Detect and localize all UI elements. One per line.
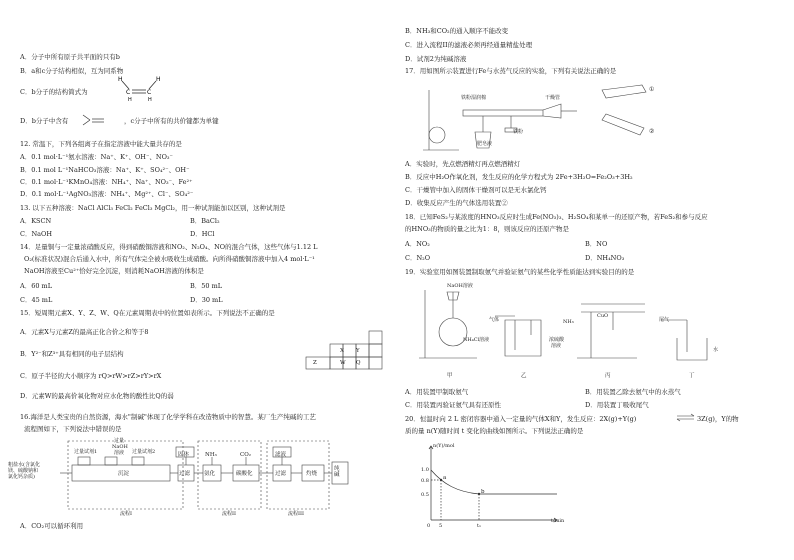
graph-tick-y-2: 0.8 (421, 478, 429, 484)
label-yi: 乙 (521, 373, 527, 379)
label-water: 水 (713, 347, 719, 353)
flow-carbonation: 碳酸化 (236, 471, 253, 477)
q16-option-d: D．试剂2为纯碱溶液 (405, 55, 467, 63)
q13-stem: 13. 以下五种溶液：NaCl AlCl₃ FeCl₂ FeCl₃ MgCl₂，用一种试剂能加以区别，这种试剂是 (20, 204, 286, 212)
flow-process3: 流程III (288, 511, 304, 517)
graph-tick-y-3: 0.5 (421, 492, 429, 498)
q20-line1b: 3Z(g)，Y的物 (697, 415, 739, 423)
q11-option-c: C．b分子的结构简式为 (20, 88, 88, 96)
table-cell-q: Q (356, 360, 361, 366)
svg-text:H: H (118, 76, 123, 83)
svg-text:H: H (128, 97, 132, 102)
q20-line2: 质的量 n(Y)随时间 t 变化的曲线如图所示。下列说法正确的是 (405, 427, 584, 435)
flow-reagent2b: NaOH (112, 444, 128, 450)
flow-filter2: 过滤 (275, 471, 287, 477)
q13-option-b: B．BaCl₂ (190, 217, 220, 225)
flow-input-label: 粗盐水(含氯化镁、硫酸钠和氯化钙杂质) (8, 462, 40, 480)
q11-option-d-cont: ，c分子中所有的共价键都为单键 (124, 117, 219, 125)
flow-co2: CO₂ (240, 452, 251, 458)
q18-option-c: C．N₂O (405, 254, 431, 262)
equilibrium-arrow-icon (676, 413, 696, 423)
q14-line2: O₂(标准状况)混合后通入水中，所有气体完全被水吸收生成硝酸。向所得硝酸铜溶液中加入4 mol·L⁻¹ (24, 255, 315, 263)
q18-line1: 18．已知FeS₂与某浓度的HNO₃反应时生成Fe(NO₃)₃、H₂SO₄和某单一的还原产物，若FeS₂和参与反应 (405, 213, 708, 221)
q15-stem: 15．短周期元素X、Y、Z、W、Q在元素周期表中的位置如表所示。下列说法不正确的是 (20, 309, 275, 317)
label-fe-powder: 铁粉 (513, 129, 524, 135)
graph-tick-x-0: 0 (427, 523, 431, 529)
right-column (397, 0, 794, 560)
q17-option-b: B．反应中H₂O作氧化剂，发生反应的化学方程式为 2Fe+3H₂O=Fe₂O₃+3H₂ (405, 173, 633, 181)
graph-tick-x-t1: t₁ (477, 523, 482, 529)
graph-point-a: a (443, 475, 447, 481)
flow-reagent3: 过量试剂2 (132, 449, 156, 455)
flow-precipitate: 沉淀 (118, 471, 130, 477)
flow-calcination: 灼烧 (306, 471, 318, 477)
graph-tick-x-5: 5 (439, 523, 443, 529)
flow-reagent1: 过量试剂1 (74, 449, 98, 455)
q18-line2: 的HNO₃的物质的量之比为1：8，则该反应的还原产物是 (405, 225, 570, 233)
label-jia: 甲 (447, 373, 453, 379)
q15-option-c: C．原子半径的大小顺序为 rQ>rW>rZ>rY>rX (20, 372, 162, 380)
label-naoh: NaOH溶液 (447, 283, 473, 289)
q17-option-c: C．干燥管中加入的固体干燥剂可以是无水氯化钙 (405, 186, 547, 194)
left-column (0, 0, 395, 560)
q11-option-d: D．b分子中含有 (20, 117, 69, 125)
q13-option-a: A．KSCN (20, 217, 52, 225)
label-fe-wool: 铁粉湿润棉 (461, 95, 487, 101)
graph-x-label: t/min (551, 518, 565, 524)
flow-solid: 固体 (178, 452, 190, 458)
q16-option-a: A．CO₂可以循环利用 (20, 522, 84, 530)
q19-option-d: D．用装置丁吸收尾气 (585, 401, 649, 409)
label-conc-acid: 浓硫酸 (549, 337, 565, 343)
q14-line3: NaOH溶液至Cu²⁺恰好完全沉淀，则消耗NaOH溶液的体积是 (24, 267, 204, 275)
q19-stem: 19．实验室用如图装置制取氨气并验证氨气的某些化学性质能达到实验目的的是 (405, 268, 635, 276)
label-tail-gas: 尾气 (659, 317, 670, 323)
svg-text:C: C (147, 89, 152, 96)
q19-option-a: A．用装置甲制取氨气 (405, 388, 469, 396)
flow-reagent2a: 过量 (114, 438, 125, 444)
q17-option-d: D．收集反应产生的气体选用装置② (405, 199, 508, 207)
q17-stem: 17．用如图所示装置进行Fe与水蒸气反应的实验，下列有关说法正确的是 (405, 67, 617, 75)
flow-filter1: 过滤 (179, 471, 191, 477)
q12-stem: 12. 常温下，下列各组离子在指定溶液中能大量共存的是 (20, 140, 182, 148)
graph-point-b: b (481, 489, 485, 495)
q11-option-b: B．a和c分子结构相似，互为同系物 (20, 67, 124, 75)
label-bing: 丙 (605, 373, 611, 379)
q20-line1a: 20．恒温时向 2 L 密闭容器中通入一定量的气体X和Y，发生反应：2X(g)+Y(g) (405, 415, 637, 423)
flow-reagent2c: 溶液 (114, 450, 125, 456)
table-cell-w: W (340, 360, 346, 366)
svg-text:H: H (156, 76, 161, 83)
q14-option-d: D．30 mL (190, 296, 223, 304)
q15-option-d: D．元素W的最高价氧化物对应水化物的酸性比Q的弱 (20, 392, 174, 400)
q11-option-a: A．分子中所有原子共平面的只有b (20, 53, 120, 61)
label-tube-2: ② (649, 128, 655, 135)
label-gas: 气体 (489, 317, 500, 323)
label-ding: 丁 (689, 373, 695, 379)
flow-nh3: NH₃ (205, 452, 217, 458)
q13-option-d: D．HCl (190, 230, 215, 238)
q16-option-c: C．进入流程II的滤液必须再经通量精盐处理 (405, 41, 533, 49)
label-nh4cl: NH₄Cl溶液 (463, 337, 490, 343)
q12-option-c: C．0.1 mol·L⁻¹KMnO₄溶液：NH₄⁺、Na⁺、NO₃⁻、Fe²⁺ (20, 178, 193, 186)
ammonia-apparatus (417, 280, 747, 370)
flow-process1: 流程I (120, 511, 132, 517)
q19-option-b: B．用装置乙除去氨气中的水蒸气 (585, 388, 681, 396)
q18-option-d: D．NH₄NO₃ (585, 254, 625, 262)
label-soap: 肥皂液 (477, 141, 493, 147)
flow-filtrate: 滤液 (275, 452, 287, 458)
table-cell-x: X (340, 348, 344, 354)
q18-option-b: B．NO (585, 240, 608, 248)
q12-option-d: D．0.1 mol·L⁻¹AgNO₃溶液：NH₄⁺、Mg²⁺、Cl⁻、SO₄²⁻ (20, 190, 194, 198)
double-bond-symbol (80, 112, 108, 128)
q13-option-c: C．NaOH (20, 230, 53, 238)
label-tube-1: ① (649, 86, 655, 93)
svg-text:C: C (126, 89, 131, 96)
q15-option-b: B．Y²⁻和Z³⁺具有相同的电子层结构 (20, 350, 124, 358)
q19-option-c: C．用装置丙验证氨气具有还原性 (405, 401, 501, 409)
svg-text:H: H (148, 97, 152, 102)
q12-option-b: B．0.1 mol L⁻¹NaHCO₃溶液：Na⁺、K⁺、SO₄²⁻、OH⁻ (20, 166, 190, 174)
q12-option-a: A．0.1 mol·L⁻¹氨水溶液：Na⁺、K⁺、OH⁻、NO₃⁻ (20, 153, 173, 161)
graph-y-label: n(Y)/mol (433, 443, 455, 449)
q16-line2: 流程图如下，下列说法中错误的是 (24, 425, 122, 433)
label-cuo: CuO (597, 313, 609, 319)
table-cell-z: Z (313, 360, 317, 366)
q14-option-a: A．60 mL (20, 282, 53, 290)
ethylene-structure (112, 76, 172, 102)
label-drying-tube: 干燥管 (545, 95, 561, 101)
label-conc-acid-2: 溶液 (551, 343, 562, 349)
flow-product: 纯碱 (334, 466, 340, 478)
q15-option-a: A．元素X与元素Z的最高正化合价之和等于8 (20, 328, 149, 336)
table-cell-y: Y (356, 348, 360, 354)
q14-option-b: B．50 mL (190, 282, 223, 290)
q16-option-b: B．NH₃和CO₂的通入顺序不能改变 (405, 27, 509, 35)
flow-ammoniation: 氨化 (204, 471, 216, 477)
q14-line1: 14．足量铜与一定量浓硝酸反应，得到硝酸铜溶液和NO₂、N₂O₄、NO的混合气体，这些气体与1.12 L (20, 243, 318, 251)
label-nh3: NH₃ (563, 319, 574, 325)
q14-option-c: C．45 mL (20, 296, 53, 304)
graph-tick-y-1: 1.0 (421, 467, 429, 473)
q16-line1: 16.海洋是人类宝贵的自然资源，海水"制碱"体现了化学学科在改造物质中的智慧。某厂生产纯碱的工艺 (20, 413, 316, 421)
q17-option-a: A．实验时，先点燃酒精灯再点燃酒精灯 (405, 160, 521, 168)
fe-steam-apparatus (419, 80, 579, 156)
flow-process2: 流程II (222, 511, 236, 517)
q18-option-a: A．NO₂ (405, 240, 430, 248)
ny-time-graph (417, 440, 567, 530)
